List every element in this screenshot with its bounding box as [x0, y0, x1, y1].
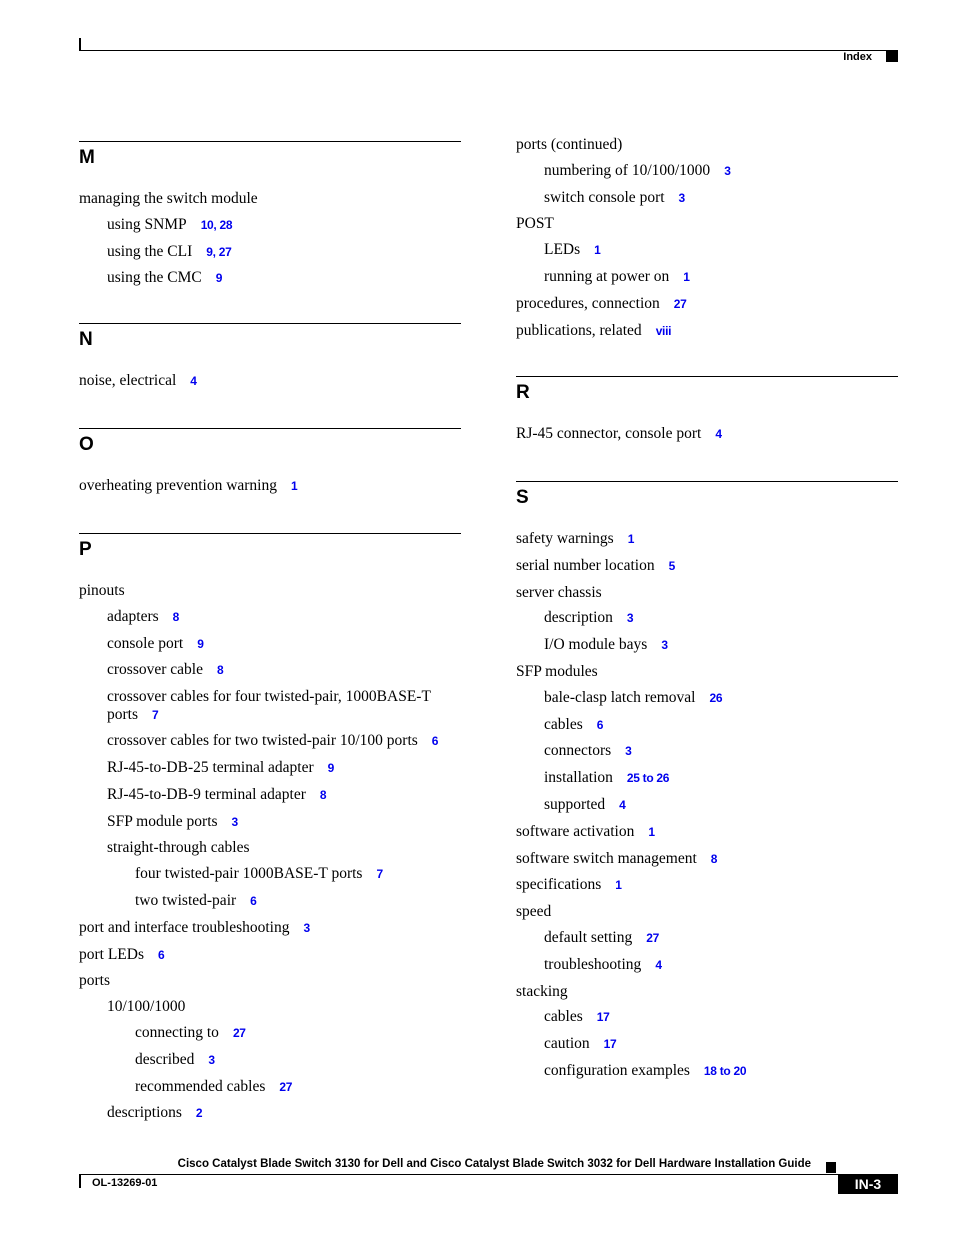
index-entry [79, 782, 461, 809]
footer-title: Cisco Catalyst Blade Switch 3130 for Dell and Cisco Catalyst Blade Switch 3032 for Dell Hardware Installation Guide [177, 1158, 811, 1170]
entry-text: SFP module ports [107, 812, 218, 830]
index-entry [516, 1004, 898, 1031]
page-link[interactable]: 3 [303, 920, 310, 935]
page-link[interactable]: 4 [655, 957, 662, 972]
entry-text: bale-clasp latch removal [544, 688, 696, 706]
index-entry [516, 819, 898, 846]
index-entry [516, 632, 898, 659]
entry-text: ports [79, 972, 110, 990]
index-entry [516, 846, 898, 873]
index-entry [516, 792, 898, 819]
footer-marker [826, 1162, 836, 1173]
page-link[interactable]: 7 [152, 708, 159, 723]
page-link[interactable]: 4 [715, 427, 722, 441]
entry-text: adapters [107, 607, 159, 625]
page-link[interactable]: 1 [627, 532, 635, 546]
index-entry [516, 291, 898, 318]
page-link[interactable]: 9 [197, 636, 204, 651]
page-link[interactable]: 26 [709, 690, 723, 705]
entry-text: running at power on [544, 267, 670, 285]
index-entry [79, 239, 461, 266]
page-link[interactable]: 17 [603, 1037, 617, 1052]
index-entry [516, 738, 898, 765]
footer-rule [79, 1174, 898, 1175]
section-letter: P [79, 539, 92, 560]
entry-text: crossover cables for two twisted-pair 10/100 ports [107, 732, 418, 750]
page-link[interactable]: 9, 27 [206, 244, 232, 259]
entry-text: server chassis [516, 583, 602, 601]
entry-text: connecting to [135, 1023, 219, 1041]
section-rule [516, 481, 898, 482]
section-rule [79, 428, 461, 429]
entry-text: serial number location [516, 556, 655, 574]
entry-list [516, 526, 898, 1085]
entry-text: configuration examples [544, 1061, 690, 1079]
index-entry [516, 712, 898, 739]
page-link[interactable]: 1 [615, 878, 622, 893]
section-n [79, 323, 461, 395]
index-entry [79, 684, 452, 728]
entry-text: safety warnings [516, 530, 614, 547]
page-link[interactable]: 27 [673, 296, 687, 311]
footer-page-number: IN-3 [838, 1175, 898, 1194]
page-link[interactable]: 4 [619, 797, 626, 812]
entry-text: connectors [544, 742, 612, 760]
index-entry [516, 685, 898, 712]
page-link[interactable]: 9 [327, 760, 334, 775]
entry-text: using the CMC [107, 269, 202, 287]
header-marker [886, 51, 898, 62]
page-link[interactable]: 27 [232, 1025, 246, 1040]
entry-text: I/O module bays [544, 636, 648, 654]
section-p-continued [516, 132, 898, 344]
entry-text: RJ-45-to-DB-25 terminal adapter [107, 758, 314, 776]
index-entry [79, 1047, 461, 1074]
index-entry [516, 132, 898, 158]
page-link[interactable]: 1 [648, 824, 655, 839]
page-link[interactable]: 6 [158, 947, 165, 962]
entry-text: troubleshooting [544, 955, 642, 973]
page-link[interactable]: 1 [683, 269, 690, 284]
index-entry [516, 553, 898, 580]
entry-list [79, 368, 461, 395]
index-entry [516, 979, 898, 1005]
index-entry [79, 755, 461, 782]
index-entry [79, 1074, 461, 1101]
section-rule [79, 141, 461, 142]
entry-text: installation [544, 769, 613, 787]
page-link[interactable]: 3 [724, 163, 731, 178]
index-entry [516, 237, 898, 264]
entry-list [79, 473, 461, 500]
index-entry [79, 604, 461, 631]
page-link[interactable]: 4 [190, 374, 197, 388]
index-entry [79, 368, 461, 395]
index-entry [79, 1100, 461, 1127]
index-entry [79, 915, 461, 942]
entry-text: cables [544, 1008, 583, 1026]
section-o [79, 428, 461, 500]
footer-doc-number: OL-13269-01 [92, 1177, 158, 1189]
index-entry [516, 580, 898, 606]
page-link[interactable]: 18 to 20 [703, 1063, 747, 1078]
page-link[interactable]: 3 [626, 611, 634, 626]
section-letter: M [79, 147, 95, 168]
index-entry [516, 872, 898, 899]
index-entry [516, 952, 898, 979]
index-entry [79, 186, 461, 212]
page-link[interactable]: 10, 28 [200, 217, 233, 232]
page-link[interactable]: 6 [596, 717, 604, 732]
entry-text: cables [544, 715, 583, 733]
section-letter: O [79, 434, 94, 455]
index-entry [516, 185, 898, 212]
index-entry [79, 631, 461, 658]
entry-text: publications, related [516, 321, 642, 339]
entry-text: ports (continued) [516, 136, 623, 153]
entry-text: stacking [516, 982, 568, 1000]
page-link[interactable]: 6 [250, 893, 257, 908]
entry-text: speed [516, 903, 552, 921]
index-entry [79, 942, 461, 969]
index-entry [79, 212, 461, 239]
entry-text: port LEDs [79, 945, 145, 963]
entry-text: POST [516, 215, 554, 233]
entry-text: specifications [516, 876, 602, 894]
section-rule [79, 323, 461, 324]
page-link[interactable]: 9 [215, 271, 223, 286]
entry-text: description [544, 609, 613, 627]
page-link[interactable]: 2 [195, 1106, 203, 1121]
section-letter: R [516, 382, 530, 403]
entry-text: descriptions [107, 1104, 182, 1122]
page-link[interactable]: 3 [661, 638, 668, 653]
entry-text: RJ-45 connector, console port [516, 425, 702, 442]
header-label: Index [843, 51, 872, 63]
page-link[interactable]: 7 [376, 867, 383, 882]
entry-text: using SNMP [107, 215, 187, 233]
page-link[interactable]: 3 [625, 744, 632, 759]
entry-list [516, 132, 898, 344]
section-letter: S [516, 487, 529, 508]
entry-text: switch console port [544, 188, 665, 206]
section-r [516, 376, 898, 448]
header-rule [79, 50, 898, 51]
index-entry [516, 318, 898, 345]
index-entry [79, 968, 461, 994]
index-entry [516, 421, 898, 448]
index-entry [79, 861, 461, 888]
section-rule [516, 376, 898, 377]
index-entry [79, 657, 461, 684]
section-p [79, 533, 461, 1127]
entry-text: described [135, 1050, 195, 1068]
page-link[interactable]: 3 [208, 1052, 215, 1067]
index-entry [79, 1020, 461, 1047]
index-entry [79, 809, 461, 836]
entry-text: software activation [516, 822, 635, 840]
entry-text: software switch management [516, 849, 697, 867]
entry-text: 10/100/1000 [107, 998, 186, 1016]
index-entry [79, 835, 461, 861]
entry-text: crossover cables for four twisted-pair, 1000BASE-T ports [107, 688, 431, 724]
index-entry [516, 264, 898, 291]
page-link[interactable]: 27 [646, 930, 659, 945]
index-entry [516, 765, 898, 792]
index-entry [516, 605, 898, 632]
entry-text: procedures, connection [516, 294, 660, 312]
page-link[interactable]: 3 [678, 190, 685, 205]
section-s [516, 481, 898, 1085]
index-entry [516, 1031, 898, 1058]
entry-text: crossover cable [107, 661, 203, 679]
entry-text: RJ-45-to-DB-9 terminal adapter [107, 785, 306, 803]
entry-text: overheating prevention warning [79, 477, 277, 494]
entry-list [79, 186, 461, 292]
page-link[interactable]: 17 [596, 1010, 610, 1025]
index-entry [79, 473, 461, 500]
entry-text: caution [544, 1035, 590, 1053]
index-entry [79, 994, 461, 1020]
page-link[interactable]: 8 [172, 609, 180, 624]
entry-text: four twisted-pair 1000BASE-T ports [135, 865, 363, 883]
entry-text: supported [544, 795, 606, 813]
entry-text: pinouts [79, 582, 125, 599]
entry-text: default setting [544, 928, 633, 946]
page-link[interactable]: 8 [319, 787, 327, 802]
entry-list [79, 578, 461, 1127]
entry-text: console port [107, 634, 184, 652]
page-link[interactable]: 1 [291, 479, 298, 493]
index-entry [516, 899, 898, 925]
page-link[interactable]: 5 [668, 558, 675, 573]
section-rule [79, 533, 461, 534]
index-entry [79, 265, 461, 292]
page-link[interactable]: 27 [279, 1079, 293, 1094]
entry-text: two twisted-pair [135, 891, 237, 909]
entry-text: noise, electrical [79, 372, 177, 389]
page-link[interactable]: viii [655, 323, 672, 338]
index-entry [79, 578, 461, 604]
entry-text: using the CLI [107, 242, 193, 260]
page-link[interactable]: 8 [710, 851, 718, 866]
index-entry [516, 526, 898, 553]
section-m [79, 141, 461, 292]
entry-text: LEDs [544, 241, 581, 259]
page-link[interactable]: 3 [231, 814, 238, 829]
entry-list [516, 421, 898, 448]
page-link[interactable]: 6 [431, 734, 439, 749]
index-entry [516, 211, 898, 237]
entry-text: recommended cables [135, 1077, 266, 1095]
index-entry [516, 659, 898, 685]
entry-text: numbering of 10/100/1000 [544, 161, 711, 179]
index-entry [79, 728, 461, 755]
entry-text: managing the switch module [79, 190, 258, 207]
page-link[interactable]: 1 [594, 243, 601, 258]
index-entry [516, 1058, 898, 1085]
section-letter: N [79, 329, 93, 350]
index-entry [516, 925, 898, 952]
index-entry [516, 158, 898, 185]
entry-text: SFP modules [516, 662, 598, 680]
index-entry [79, 888, 461, 915]
footer-tick [79, 1175, 81, 1188]
page-link[interactable]: 8 [216, 663, 224, 678]
entry-text: straight-through cables [107, 839, 250, 857]
entry-text: port and interface troubleshooting [79, 918, 290, 936]
page-link[interactable]: 25 to 26 [626, 771, 670, 786]
